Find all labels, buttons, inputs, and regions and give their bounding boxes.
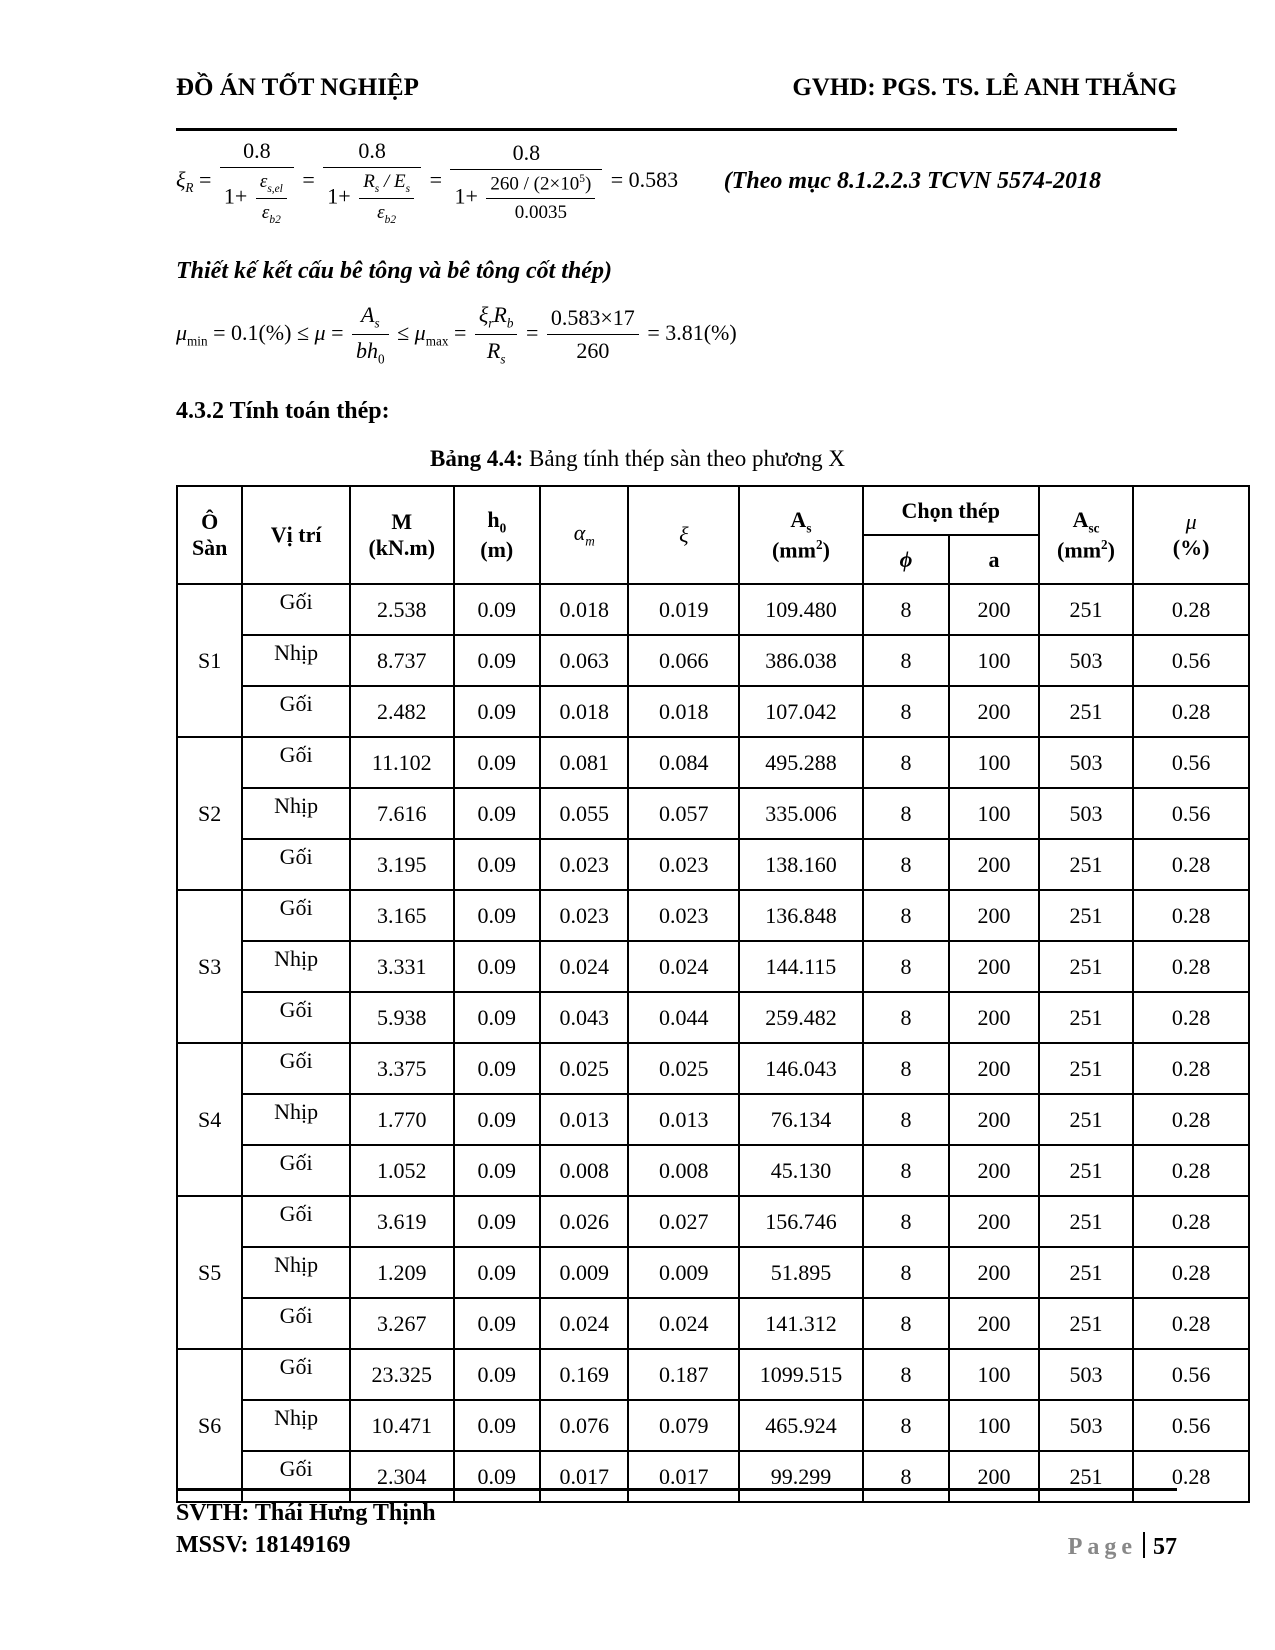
table-cell: 200 <box>949 1196 1039 1247</box>
position-cell: Gối <box>242 1349 350 1400</box>
table-cell: 1.770 <box>350 1094 454 1145</box>
document-header-right: GVHD: PGS. TS. LÊ ANH THẮNG <box>792 74 1177 101</box>
table-cell: 0.017 <box>540 1451 628 1502</box>
header-xi: ξ <box>628 486 739 584</box>
table-cell: 503 <box>1039 1349 1134 1400</box>
table-cell: 0.187 <box>628 1349 739 1400</box>
table-cell: 0.09 <box>454 1247 540 1298</box>
table-cell: 503 <box>1039 737 1134 788</box>
header-m: M (kN.m) <box>350 486 454 584</box>
table-cell: 0.025 <box>540 1043 628 1094</box>
table-cell: 100 <box>949 737 1039 788</box>
header-alpha-m: $\alpha_m$ <box>540 486 628 584</box>
table-cell: 259.482 <box>739 992 863 1043</box>
table-cell: 0.043 <box>540 992 628 1043</box>
header-a: a <box>949 535 1039 584</box>
position-cell: Gối <box>242 737 350 788</box>
table-cell: 0.56 <box>1133 737 1249 788</box>
table-cell: 8 <box>863 635 949 686</box>
table-cell: 109.480 <box>739 584 863 635</box>
table-row <box>177 890 1249 941</box>
position-cell: Gối <box>242 890 350 941</box>
table-cell: 200 <box>949 686 1039 737</box>
table-cell: 0.09 <box>454 686 540 737</box>
position-cell: Gối <box>242 1298 350 1349</box>
position-cell: Nhịp <box>242 1094 350 1145</box>
position-cell: Gối <box>242 839 350 890</box>
table-cell: 0.28 <box>1133 1196 1249 1247</box>
table-cell: 503 <box>1039 1400 1134 1451</box>
table-cell: 0.09 <box>454 890 540 941</box>
table-cell: 3.619 <box>350 1196 454 1247</box>
table-cell: 0.28 <box>1133 1247 1249 1298</box>
table-row <box>177 1196 1249 1247</box>
table-cell: 0.09 <box>454 941 540 992</box>
section-title: 4.3.2 Tính toán thép: <box>176 398 390 424</box>
position-cell: Nhịp <box>242 1247 350 1298</box>
table-cell: 8 <box>863 839 949 890</box>
student-name: SVTH: Thái Hưng Thịnh <box>176 1500 436 1526</box>
table-cell: 8 <box>863 737 949 788</box>
table-cell: 0.28 <box>1133 1298 1249 1349</box>
table-row <box>177 1451 1249 1502</box>
table-cell: 200 <box>949 992 1039 1043</box>
table-cell: 100 <box>949 788 1039 839</box>
table-cell: 200 <box>949 941 1039 992</box>
table-cell: 8 <box>863 686 949 737</box>
table-cell: 3.375 <box>350 1043 454 1094</box>
table-cell: 0.023 <box>628 839 739 890</box>
table-cell: 251 <box>1039 584 1134 635</box>
table-cell: 0.027 <box>628 1196 739 1247</box>
position-cell: Gối <box>242 992 350 1043</box>
table-cell: 0.56 <box>1133 788 1249 839</box>
table-row <box>177 584 1249 635</box>
header-vi-tri: Vị trí <box>242 486 350 584</box>
table-cell: 0.28 <box>1133 1043 1249 1094</box>
student-id: MSSV: 18149169 <box>176 1532 351 1558</box>
table-cell: 0.013 <box>540 1094 628 1145</box>
table-cell: 0.017 <box>628 1451 739 1502</box>
slab-label: S1 <box>177 584 242 737</box>
table-cell: 100 <box>949 1400 1039 1451</box>
slab-label: S4 <box>177 1043 242 1196</box>
table-cell: 0.076 <box>540 1400 628 1451</box>
table-cell: 8 <box>863 1043 949 1094</box>
table-caption: Bảng 4.4: Bảng tính thép sàn theo phương X <box>430 446 845 471</box>
table-cell: 76.134 <box>739 1094 863 1145</box>
table-cell: 8 <box>863 1196 949 1247</box>
header-phi: ϕ <box>863 535 949 584</box>
table-cell: 8 <box>863 1400 949 1451</box>
table-row <box>177 1298 1249 1349</box>
table-cell: 0.024 <box>628 1298 739 1349</box>
page-number: Page 57 <box>1067 1534 1177 1560</box>
table-cell: 386.038 <box>739 635 863 686</box>
table-cell: 0.56 <box>1133 1400 1249 1451</box>
table-cell: 146.043 <box>739 1043 863 1094</box>
table-cell: 5.938 <box>350 992 454 1043</box>
reference-note: (Theo mục 8.1.2.2.3 TCVN 5574-2018 <box>723 168 1102 195</box>
table-cell: 141.312 <box>739 1298 863 1349</box>
table-cell: 0.009 <box>628 1247 739 1298</box>
table-cell: 0.018 <box>540 584 628 635</box>
table-cell: 7.616 <box>350 788 454 839</box>
table-cell: 100 <box>949 635 1039 686</box>
table-cell: 0.024 <box>540 1298 628 1349</box>
slab-label: S2 <box>177 737 242 890</box>
table-cell: 0.09 <box>454 1196 540 1247</box>
table-cell: 251 <box>1039 1451 1134 1502</box>
position-cell: Nhịp <box>242 635 350 686</box>
header-h0: $h_0$ (m) <box>454 486 540 584</box>
table-row <box>177 788 1249 839</box>
table-cell: 8 <box>863 941 949 992</box>
table-cell: 0.28 <box>1133 890 1249 941</box>
table-cell: 0.28 <box>1133 941 1249 992</box>
position-cell: Gối <box>242 584 350 635</box>
table-cell: 251 <box>1039 839 1134 890</box>
table-cell: 465.924 <box>739 1400 863 1451</box>
table-row <box>177 635 1249 686</box>
table-cell: 3.267 <box>350 1298 454 1349</box>
table-cell: 251 <box>1039 1043 1134 1094</box>
table-cell: 3.331 <box>350 941 454 992</box>
table-cell: 11.102 <box>350 737 454 788</box>
table-cell: 8 <box>863 890 949 941</box>
table-cell: 0.09 <box>454 992 540 1043</box>
table-cell: 0.09 <box>454 1451 540 1502</box>
table-cell: 99.299 <box>739 1451 863 1502</box>
table-cell: 0.28 <box>1133 686 1249 737</box>
steel-calculation-table <box>176 485 1250 1503</box>
table-cell: 251 <box>1039 1298 1134 1349</box>
table-cell: 0.28 <box>1133 584 1249 635</box>
table-cell: 8 <box>863 1247 949 1298</box>
table-cell: 0.023 <box>540 890 628 941</box>
formula-xi-r: $\xi_R$ = 0.8 1+ $\frac{\varepsilon_{s,el}}{\varepsilon_{b2}}$ = 0.8 1+ $\frac{R_s / E_s}{\varepsilon_{b2}}$ = 0.8 1+ $\frac{260 / (2\times 10^5)}{0.0035}$ = 0.583 (Theo mục 8.1.2.2.3 TCVN 5574-2018 <box>176 138 1102 226</box>
table-cell: 0.084 <box>628 737 739 788</box>
table-cell: 8 <box>863 788 949 839</box>
reference-note-continued: Thiết kế kết cấu bê tông và bê tông cốt thép) <box>176 258 612 284</box>
slab-label: S6 <box>177 1349 242 1502</box>
header-rule <box>176 128 1177 131</box>
slab-label: S3 <box>177 890 242 1043</box>
header-as: $A_s$ $(mm^2)$ <box>739 486 863 584</box>
table-cell: 8 <box>863 992 949 1043</box>
table-row <box>177 992 1249 1043</box>
table-cell: 2.538 <box>350 584 454 635</box>
slab-label: S5 <box>177 1196 242 1349</box>
table-cell: 0.169 <box>540 1349 628 1400</box>
table-cell: 0.28 <box>1133 1451 1249 1502</box>
table-cell: 0.018 <box>540 686 628 737</box>
table-cell: 100 <box>949 1349 1039 1400</box>
table-cell: 251 <box>1039 686 1134 737</box>
table-cell: 0.09 <box>454 635 540 686</box>
table-cell: 8 <box>863 1298 949 1349</box>
table-cell: 0.09 <box>454 788 540 839</box>
table-row <box>177 1145 1249 1196</box>
table-cell: 0.09 <box>454 1145 540 1196</box>
table-cell: 0.024 <box>628 941 739 992</box>
header-o-san: Ô Sàn <box>177 486 242 584</box>
table-cell: 45.130 <box>739 1145 863 1196</box>
table-cell: 8 <box>863 1451 949 1502</box>
table-cell: 0.018 <box>628 686 739 737</box>
position-cell: Nhịp <box>242 941 350 992</box>
table-cell: 251 <box>1039 1196 1134 1247</box>
table-cell: 251 <box>1039 1094 1134 1145</box>
table-row <box>177 686 1249 737</box>
table-cell: 8 <box>863 1094 949 1145</box>
table-cell: 0.09 <box>454 584 540 635</box>
table-cell: 200 <box>949 1145 1039 1196</box>
position-cell: Gối <box>242 1451 350 1502</box>
table-cell: 0.28 <box>1133 1145 1249 1196</box>
table-cell: 0.09 <box>454 839 540 890</box>
position-cell: Nhịp <box>242 788 350 839</box>
table-cell: 503 <box>1039 635 1134 686</box>
table-cell: 0.057 <box>628 788 739 839</box>
table-cell: 2.482 <box>350 686 454 737</box>
table-cell: 3.165 <box>350 890 454 941</box>
table-row <box>177 1400 1249 1451</box>
table-cell: 156.746 <box>739 1196 863 1247</box>
table-cell: 0.28 <box>1133 1094 1249 1145</box>
table-row <box>177 1247 1249 1298</box>
table-cell: 1.052 <box>350 1145 454 1196</box>
table-cell: 200 <box>949 584 1039 635</box>
table-cell: 0.09 <box>454 737 540 788</box>
table-cell: 251 <box>1039 890 1134 941</box>
table-cell: 144.115 <box>739 941 863 992</box>
table-cell: 200 <box>949 1298 1039 1349</box>
footer-rule <box>176 1488 1177 1491</box>
position-cell: Nhịp <box>242 1400 350 1451</box>
table-cell: 107.042 <box>739 686 863 737</box>
table-cell: 8.737 <box>350 635 454 686</box>
table-cell: 0.09 <box>454 1298 540 1349</box>
table-cell: 0.28 <box>1133 992 1249 1043</box>
table-cell: 0.079 <box>628 1400 739 1451</box>
table-cell: 0.055 <box>540 788 628 839</box>
table-cell: 251 <box>1039 1247 1134 1298</box>
table-cell: 0.026 <box>540 1196 628 1247</box>
table-cell: 8 <box>863 1145 949 1196</box>
table-row <box>177 839 1249 890</box>
table-cell: 0.013 <box>628 1094 739 1145</box>
table-cell: 251 <box>1039 941 1134 992</box>
table-cell: 8 <box>863 1349 949 1400</box>
table-cell: 0.044 <box>628 992 739 1043</box>
table-cell: 3.195 <box>350 839 454 890</box>
table-cell: 0.008 <box>540 1145 628 1196</box>
table-cell: 0.09 <box>454 1043 540 1094</box>
position-cell: Gối <box>242 1145 350 1196</box>
table-row <box>177 941 1249 992</box>
table-cell: 335.006 <box>739 788 863 839</box>
table-row <box>177 1349 1249 1400</box>
header-chon-thep: Chọn thép <box>863 486 1039 535</box>
table-cell: 0.023 <box>540 839 628 890</box>
table-row <box>177 1094 1249 1145</box>
table-cell: 0.09 <box>454 1400 540 1451</box>
position-cell: Gối <box>242 1196 350 1247</box>
document-header-left: ĐỒ ÁN TỐT NGHIỆP <box>176 74 419 101</box>
table-cell: 200 <box>949 1043 1039 1094</box>
table-cell: 0.019 <box>628 584 739 635</box>
table-cell: 200 <box>949 1451 1039 1502</box>
table-cell: 2.304 <box>350 1451 454 1502</box>
table-cell: 8 <box>863 584 949 635</box>
table-cell: 0.081 <box>540 737 628 788</box>
table-row <box>177 737 1249 788</box>
table-cell: 51.895 <box>739 1247 863 1298</box>
table-cell: 23.325 <box>350 1349 454 1400</box>
table-cell: 0.066 <box>628 635 739 686</box>
table-cell: 503 <box>1039 788 1134 839</box>
table-cell: 251 <box>1039 992 1134 1043</box>
table-cell: 200 <box>949 890 1039 941</box>
table-cell: 251 <box>1039 1145 1134 1196</box>
table-cell: 200 <box>949 1094 1039 1145</box>
table-cell: 136.848 <box>739 890 863 941</box>
table-cell: 0.56 <box>1133 635 1249 686</box>
table-cell: 495.288 <box>739 737 863 788</box>
table-cell: 0.09 <box>454 1094 540 1145</box>
table-cell: 0.009 <box>540 1247 628 1298</box>
table-cell: 0.024 <box>540 941 628 992</box>
table-cell: 0.063 <box>540 635 628 686</box>
table-cell: 10.471 <box>350 1400 454 1451</box>
header-asc: $A_{sc}$ $(mm^2)$ <box>1039 486 1134 584</box>
table-cell: 0.008 <box>628 1145 739 1196</box>
table-cell: 0.56 <box>1133 1349 1249 1400</box>
table-cell: 0.09 <box>454 1349 540 1400</box>
table-cell: 138.160 <box>739 839 863 890</box>
position-cell: Gối <box>242 686 350 737</box>
position-cell: Gối <box>242 1043 350 1094</box>
table-row <box>177 1043 1249 1094</box>
table-cell: 200 <box>949 1247 1039 1298</box>
formula-mu: $\mu_{min} = 0.1(\%) \le \mu$ = $\frac{A_s}{bh_0}$ ≤ $\mu_{max}$ = $\frac{\xi_rR_b}{R_s}$ = $\frac{0.583\times 17}{260}$ = 3.81(%) <box>176 302 737 367</box>
table-cell: 0.025 <box>628 1043 739 1094</box>
header-mu: μ (%) <box>1133 486 1249 584</box>
table-cell: 200 <box>949 839 1039 890</box>
table-cell: 1.209 <box>350 1247 454 1298</box>
table-cell: 0.023 <box>628 890 739 941</box>
table-cell: 0.28 <box>1133 839 1249 890</box>
table-cell: 1099.515 <box>739 1349 863 1400</box>
